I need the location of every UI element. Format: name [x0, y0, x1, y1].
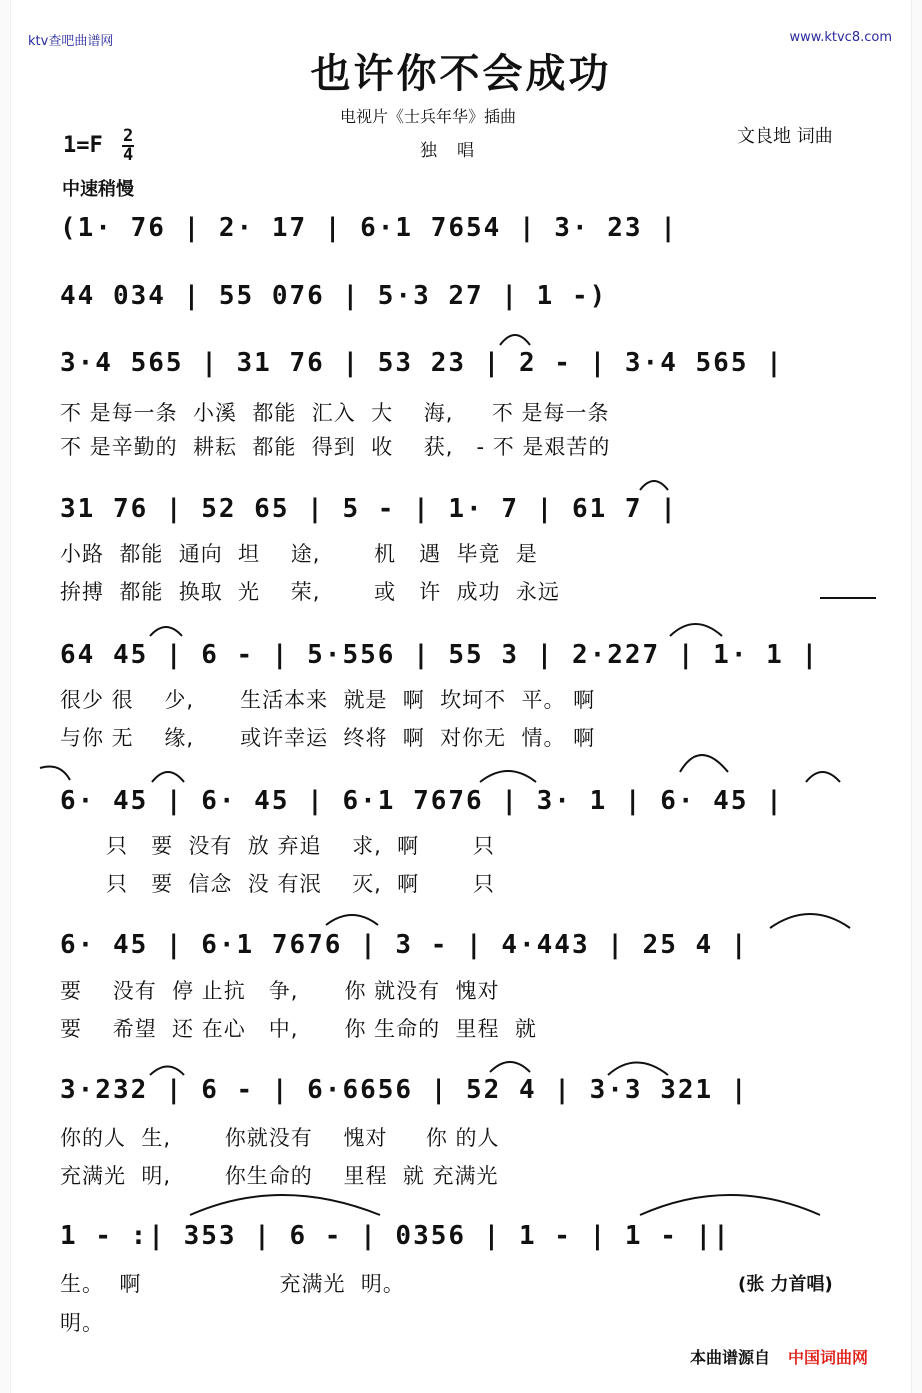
notation: 64 45 | 6 - | 5·556 | 55 3 | 2·227 | 1· 1 |	[60, 640, 820, 670]
notation: 44 034 | 55 076 | 5·3 27 | 1 -)	[60, 281, 625, 311]
lyric-line: 与你 无 缘, 或许幸运 终将 啊 对你无 情。 啊	[60, 726, 596, 750]
lyric-line: 明。	[60, 1311, 104, 1335]
lyric-line: 充满光 明, 你生命的 里程 就 充满光	[60, 1164, 499, 1188]
lyric-line: 生。 啊 充满光 明。	[60, 1272, 405, 1296]
time-top: 2	[123, 126, 134, 146]
source-brand[interactable]: 中国词曲网	[788, 1348, 869, 1367]
notation: 3·232 | 6 - | 6·6656 | 52 4 | 3·3 321 |	[60, 1075, 749, 1105]
credits: 文良地 词曲	[737, 126, 833, 147]
lyric-line: 很少 很 少, 生活本来 就是 啊 坎坷不 平。 啊	[60, 688, 596, 712]
lyric-line: 只 要 没有 放 弃追 求, 啊 只	[60, 834, 495, 858]
key-label: 1=F	[63, 133, 103, 158]
lyric-line: 不 是辛勤的 耕耘 都能 得到 收 获, - 不 是艰苦的	[60, 435, 611, 459]
lyric-line: 要 没有 停 止抗 争, 你 就没有 愧对	[60, 979, 500, 1003]
lyric-line: 拚搏 都能 换取 光 荣, 或 许 成功 永远	[60, 580, 560, 604]
notation: 3·4 565 | 31 76 | 53 23 | 2 - | 3·4 565 |	[60, 348, 784, 378]
notation: 1 - :| 353 | 6 - | 0356 | 1 - | 1 - ||	[60, 1221, 731, 1251]
lyric-line: 你的人 生, 你就没有 愧对 你 的人	[60, 1126, 500, 1150]
song-title: 也许你不会成功	[310, 50, 612, 97]
time-bottom: 4	[123, 145, 134, 165]
notation: 6· 45 | 6·1 7676 | 3 - | 4·443 | 25 4 |	[60, 930, 749, 960]
lyric-line: 小路 都能 通向 坦 途, 机 遇 毕竟 是	[60, 542, 538, 566]
site-watermark-left: ktv查吧曲谱网	[28, 34, 114, 49]
notation: (1· 76 | 2· 17 | 6·1 7654 | 3· 23 |	[60, 213, 678, 243]
singer-credit: (张 力首唱)	[738, 1274, 833, 1295]
tempo-marking: 中速稍慢	[62, 179, 134, 200]
site-watermark-right: www.ktvc8.com	[789, 30, 892, 45]
lyric-line: 只 要 信念 没 有泯 灭, 啊 只	[60, 872, 495, 896]
notation: 6· 45 | 6· 45 | 6·1 7676 | 3· 1 | 6· 45 |	[60, 786, 784, 816]
song-subtitle: 电视片《士兵年华》插曲	[340, 107, 517, 126]
lyric-line: 要 希望 还 在心 中, 你 生命的 里程 就	[60, 1017, 537, 1041]
notation: 31 76 | 52 65 | 5 - | 1· 7 | 61 7 |	[60, 494, 678, 524]
lyric-line: 不 是每一条 小溪 都能 汇入 大 海, 不 是每一条	[60, 401, 610, 425]
performance-type: 独唱	[420, 141, 494, 161]
source-credit	[690, 1345, 868, 1368]
source-label: 本曲谱源自	[690, 1348, 771, 1367]
